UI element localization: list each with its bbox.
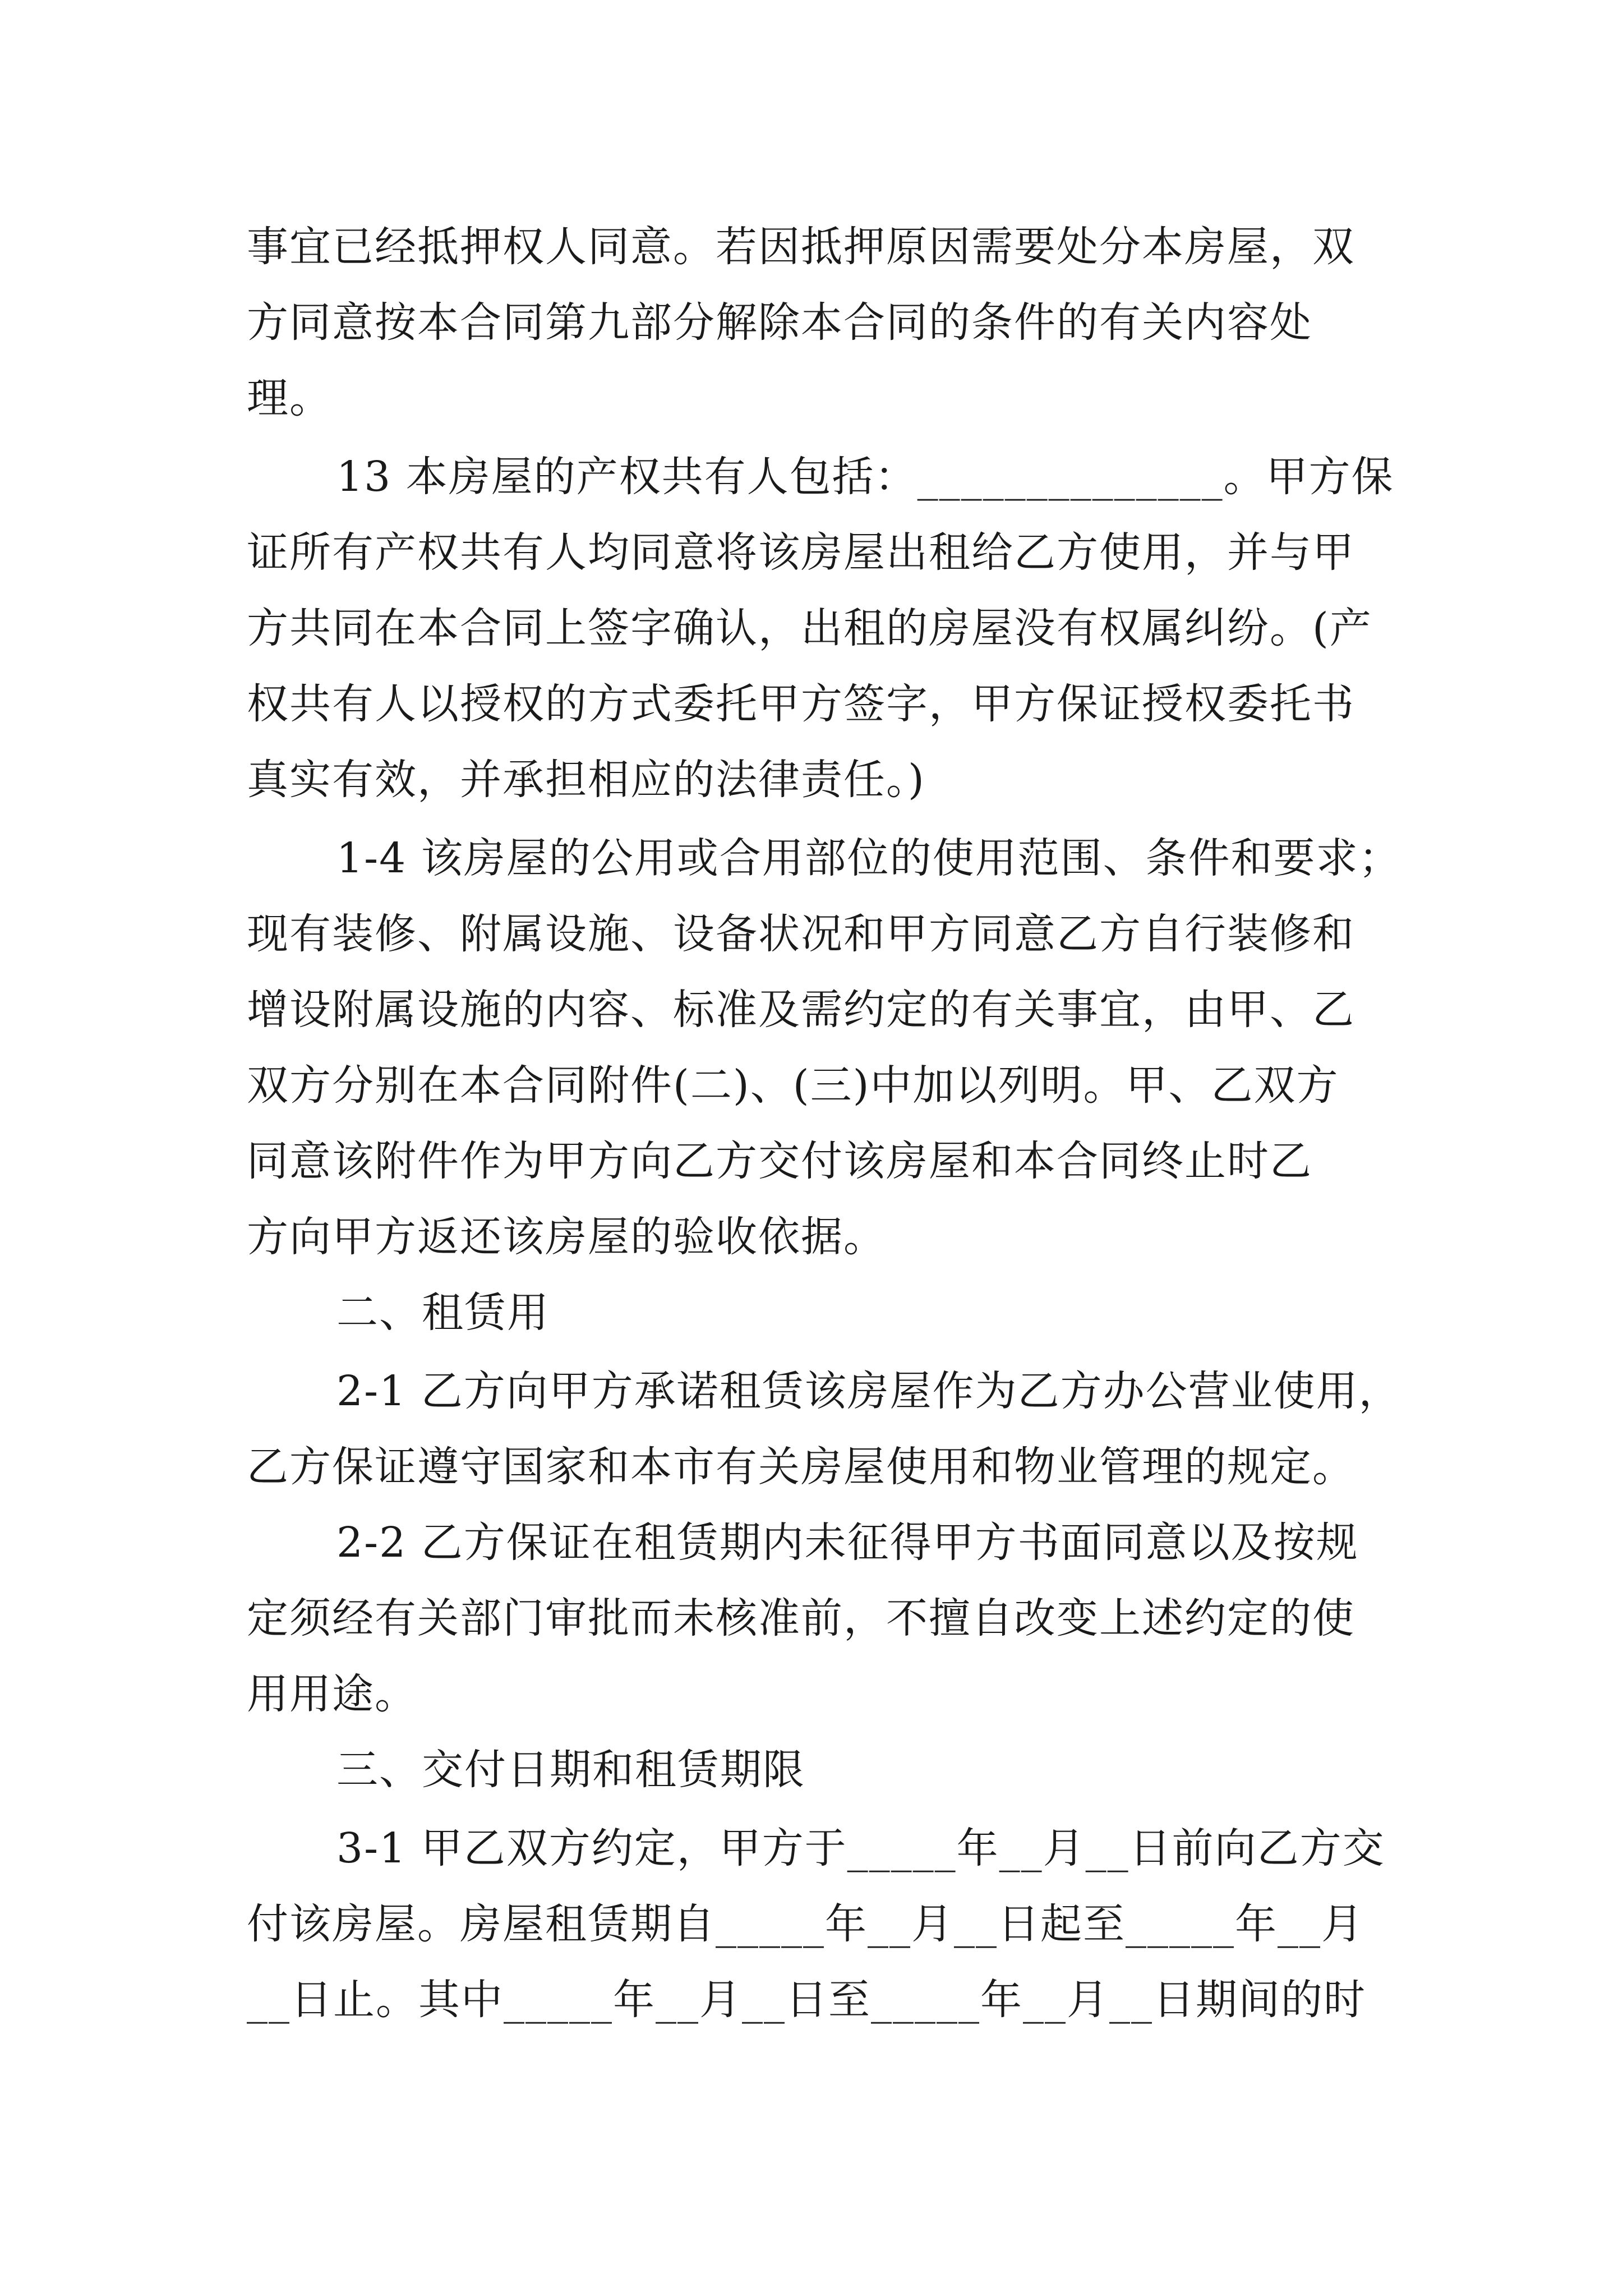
text-line: 定须经有关部门审批而未核准前，不擅自改变上述约定的使	[247, 1594, 1355, 1642]
text-line: 证所有产权共有人均同意将该房屋出租给乙方使用，并与甲	[247, 528, 1355, 577]
section-heading-3: 三、交付日期和租赁期限	[336, 1746, 805, 1794]
text-line: __日止。其中_____年__月__日至_____年__月__日期间的时	[247, 1976, 1366, 2024]
section-heading-2: 二、租赁用	[336, 1289, 550, 1337]
paragraph-3-1-start: 3-1 甲乙双方约定，甲方于_____年__月__日前向乙方交	[336, 1824, 1385, 1872]
text-line: 理。	[247, 374, 332, 422]
paragraph-1-4-start: 1-4 该房屋的公用或合用部位的使用范围、条件和要求；	[336, 834, 1401, 882]
text-line: 付该房屋。房屋租赁期自_____年__月__日起至_____年__月	[247, 1900, 1364, 1948]
text-line: 乙方保证遵守国家和本市有关房屋使用和物业管理的规定。	[247, 1443, 1355, 1491]
text-line: 现有装修、附属设施、设备状况和甲方同意乙方自行装修和	[247, 910, 1355, 958]
text-line: 事宜已经抵押权人同意。若因抵押原因需要处分本房屋，双	[247, 223, 1355, 271]
text-line: 权共有人以授权的方式委托甲方签字，甲方保证授权委托书	[247, 680, 1355, 728]
text-line: 方共同在本合同上签字确认，出租的房屋没有权属纠纷。(产	[247, 604, 1372, 652]
text-line: 方向甲方返还该房屋的验收依据。	[247, 1213, 886, 1261]
paragraph-2-1-start: 2-1 乙方向甲方承诺租赁该房屋作为乙方办公营业使用，	[336, 1367, 1401, 1415]
text-line: 真实有效，并承担相应的法律责任。)	[247, 756, 925, 804]
text-line: 用用途。	[247, 1670, 417, 1718]
text-line: 方同意按本合同第九部分解除本合同的条件的有关内容处	[247, 298, 1312, 347]
text-line: 同意该附件作为甲方向乙方交付该房屋和本合同终止时乙	[247, 1137, 1312, 1185]
paragraph-2-2-start: 2-2 乙方保证在租赁期内未征得甲方书面同意以及按规	[336, 1519, 1359, 1567]
paragraph-1-3-start: 13 本房屋的产权共有人包括：______________。甲方保	[336, 453, 1394, 501]
text-line: 双方分别在本合同附件(二)、(三)中加以列明。甲、乙双方	[247, 1061, 1339, 1110]
text-line: 增设附属设施的内容、标准及需约定的有关事宜，由甲、乙	[247, 986, 1355, 1034]
